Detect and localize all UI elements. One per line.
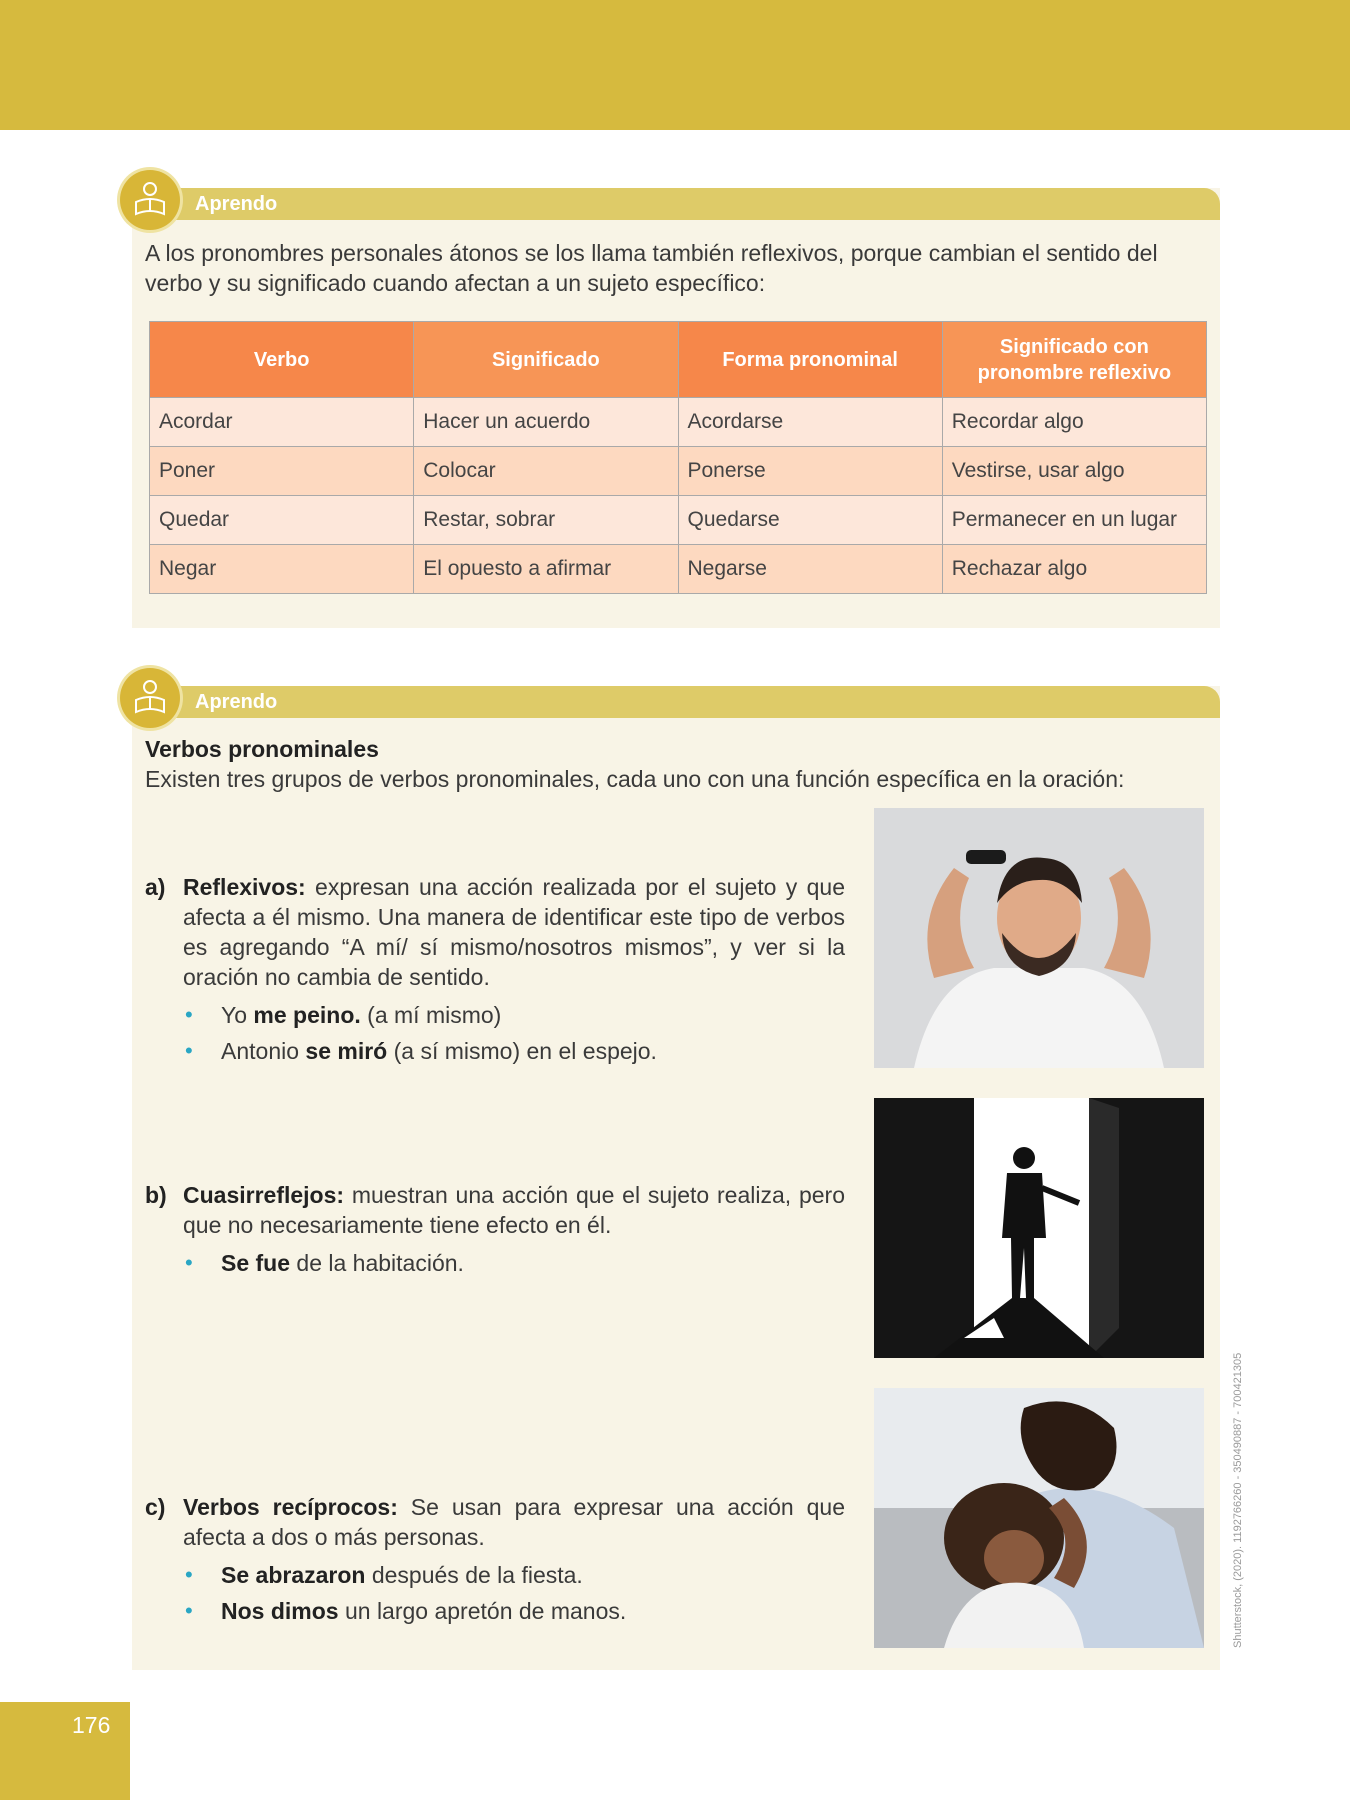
- item-letter: a): [145, 874, 166, 900]
- item-text: muestran una acción que el sujeto realiza, pero que no necesariamente tiene efecto en él.: [183, 1182, 845, 1238]
- list-item-reflexivos: [145, 872, 845, 1072]
- table-row: [150, 545, 1207, 594]
- example-list: [183, 1000, 845, 1066]
- table-cell: Acordarse: [678, 398, 942, 447]
- table-cell: Negarse: [678, 545, 942, 594]
- top-color-band: [0, 0, 1350, 130]
- table-cell: Quedar: [150, 496, 414, 545]
- subheading-description: Existen tres grupos de verbos pronominales, cada uno con una función específica en la oración:: [145, 766, 1125, 792]
- header-forma-pronominal: Forma pronominal: [678, 322, 942, 398]
- example-item: • Yo me peino. (a mí mismo): [183, 1000, 845, 1030]
- photo-man-combing-hair: [874, 808, 1204, 1068]
- example-list: [183, 1248, 845, 1278]
- table-row: [150, 398, 1207, 447]
- table-cell: Rechazar algo: [942, 545, 1206, 594]
- list-item-cuasirreflejos: [145, 1180, 845, 1284]
- intro-paragraph: A los pronombres personales átonos se los llama también reflexivos, porque cambian el sentido del verbo y su significado cuando afectan a un sujeto específico:: [145, 240, 1158, 296]
- header-significado: Significado: [414, 322, 678, 398]
- table-cell: Acordar: [150, 398, 414, 447]
- table-cell: Quedarse: [678, 496, 942, 545]
- table-cell: Recordar algo: [942, 398, 1206, 447]
- photo-credit: Shutterstock, (2020). 1192766260 - 350490887 - 700421305: [1232, 1352, 1244, 1648]
- aprendo-label: Aprendo: [195, 193, 278, 215]
- example-item: • Se fue de la habitación.: [183, 1248, 845, 1278]
- item-body: [183, 1492, 845, 1552]
- header-verbo: Verbo: [150, 322, 414, 398]
- aprendo-label: Aprendo: [195, 691, 278, 713]
- reader-icon: [120, 170, 180, 230]
- table-cell: Restar, sobrar: [414, 496, 678, 545]
- table-cell: Hacer un acuerdo: [414, 398, 678, 447]
- page-number-tab: [0, 1702, 130, 1800]
- page-number: 176: [72, 1712, 111, 1738]
- aprendo-tab-2: [132, 686, 1220, 718]
- list-item-reciprocos: [145, 1492, 845, 1632]
- table-cell: Poner: [150, 447, 414, 496]
- item-body: [183, 1180, 845, 1240]
- table-cell: El opuesto a afirmar: [414, 545, 678, 594]
- example-list: [183, 1560, 845, 1626]
- table-cell: Colocar: [414, 447, 678, 496]
- aprendo-panel-1: [132, 188, 1220, 628]
- item-term: Verbos recíprocos:: [183, 1494, 398, 1520]
- subheading-verbos-pronominales: Verbos pronominales: [145, 736, 379, 762]
- example-item: • Se abrazaron después de la fiesta.: [183, 1560, 845, 1590]
- example-item: • Nos dimos un largo apretón de manos.: [183, 1596, 845, 1626]
- aprendo-panel-2: [132, 686, 1220, 1670]
- item-text: expresan una acción realizada por el sujeto y que afecta a él mismo. Una manera de identificar este tipo de verbos es agregando “A mí/ sí mismo/nosotros mismos”, y ver si la oración no cambia de sentido.: [183, 874, 845, 990]
- item-term: Cuasirreflejos:: [183, 1182, 345, 1208]
- header-significado-reflexivo: Significado con pronombre reflexivo: [942, 322, 1206, 398]
- item-letter: b): [145, 1182, 167, 1208]
- table-cell: Vestirse, usar algo: [942, 447, 1206, 496]
- photo-silhouette-doorway: [874, 1098, 1204, 1358]
- reader-icon: [120, 668, 180, 728]
- item-term: Reflexivos:: [183, 874, 306, 900]
- item-letter: c): [145, 1494, 166, 1520]
- table-cell: Ponerse: [678, 447, 942, 496]
- table-cell: Negar: [150, 545, 414, 594]
- item-text: Se usan para expresar una acción que afecta a dos o más personas.: [183, 1494, 846, 1550]
- table-row: [150, 496, 1207, 545]
- item-body: [183, 872, 845, 992]
- photo-hug: [874, 1388, 1204, 1648]
- example-item: • Antonio se miró (a sí mismo) en el espejo.: [183, 1036, 845, 1066]
- table-row: [150, 447, 1207, 496]
- table-cell: Permanecer en un lugar: [942, 496, 1206, 545]
- aprendo-tab-1: [132, 188, 1220, 220]
- verbs-table: [149, 321, 1207, 594]
- table-header-row: [150, 322, 1207, 398]
